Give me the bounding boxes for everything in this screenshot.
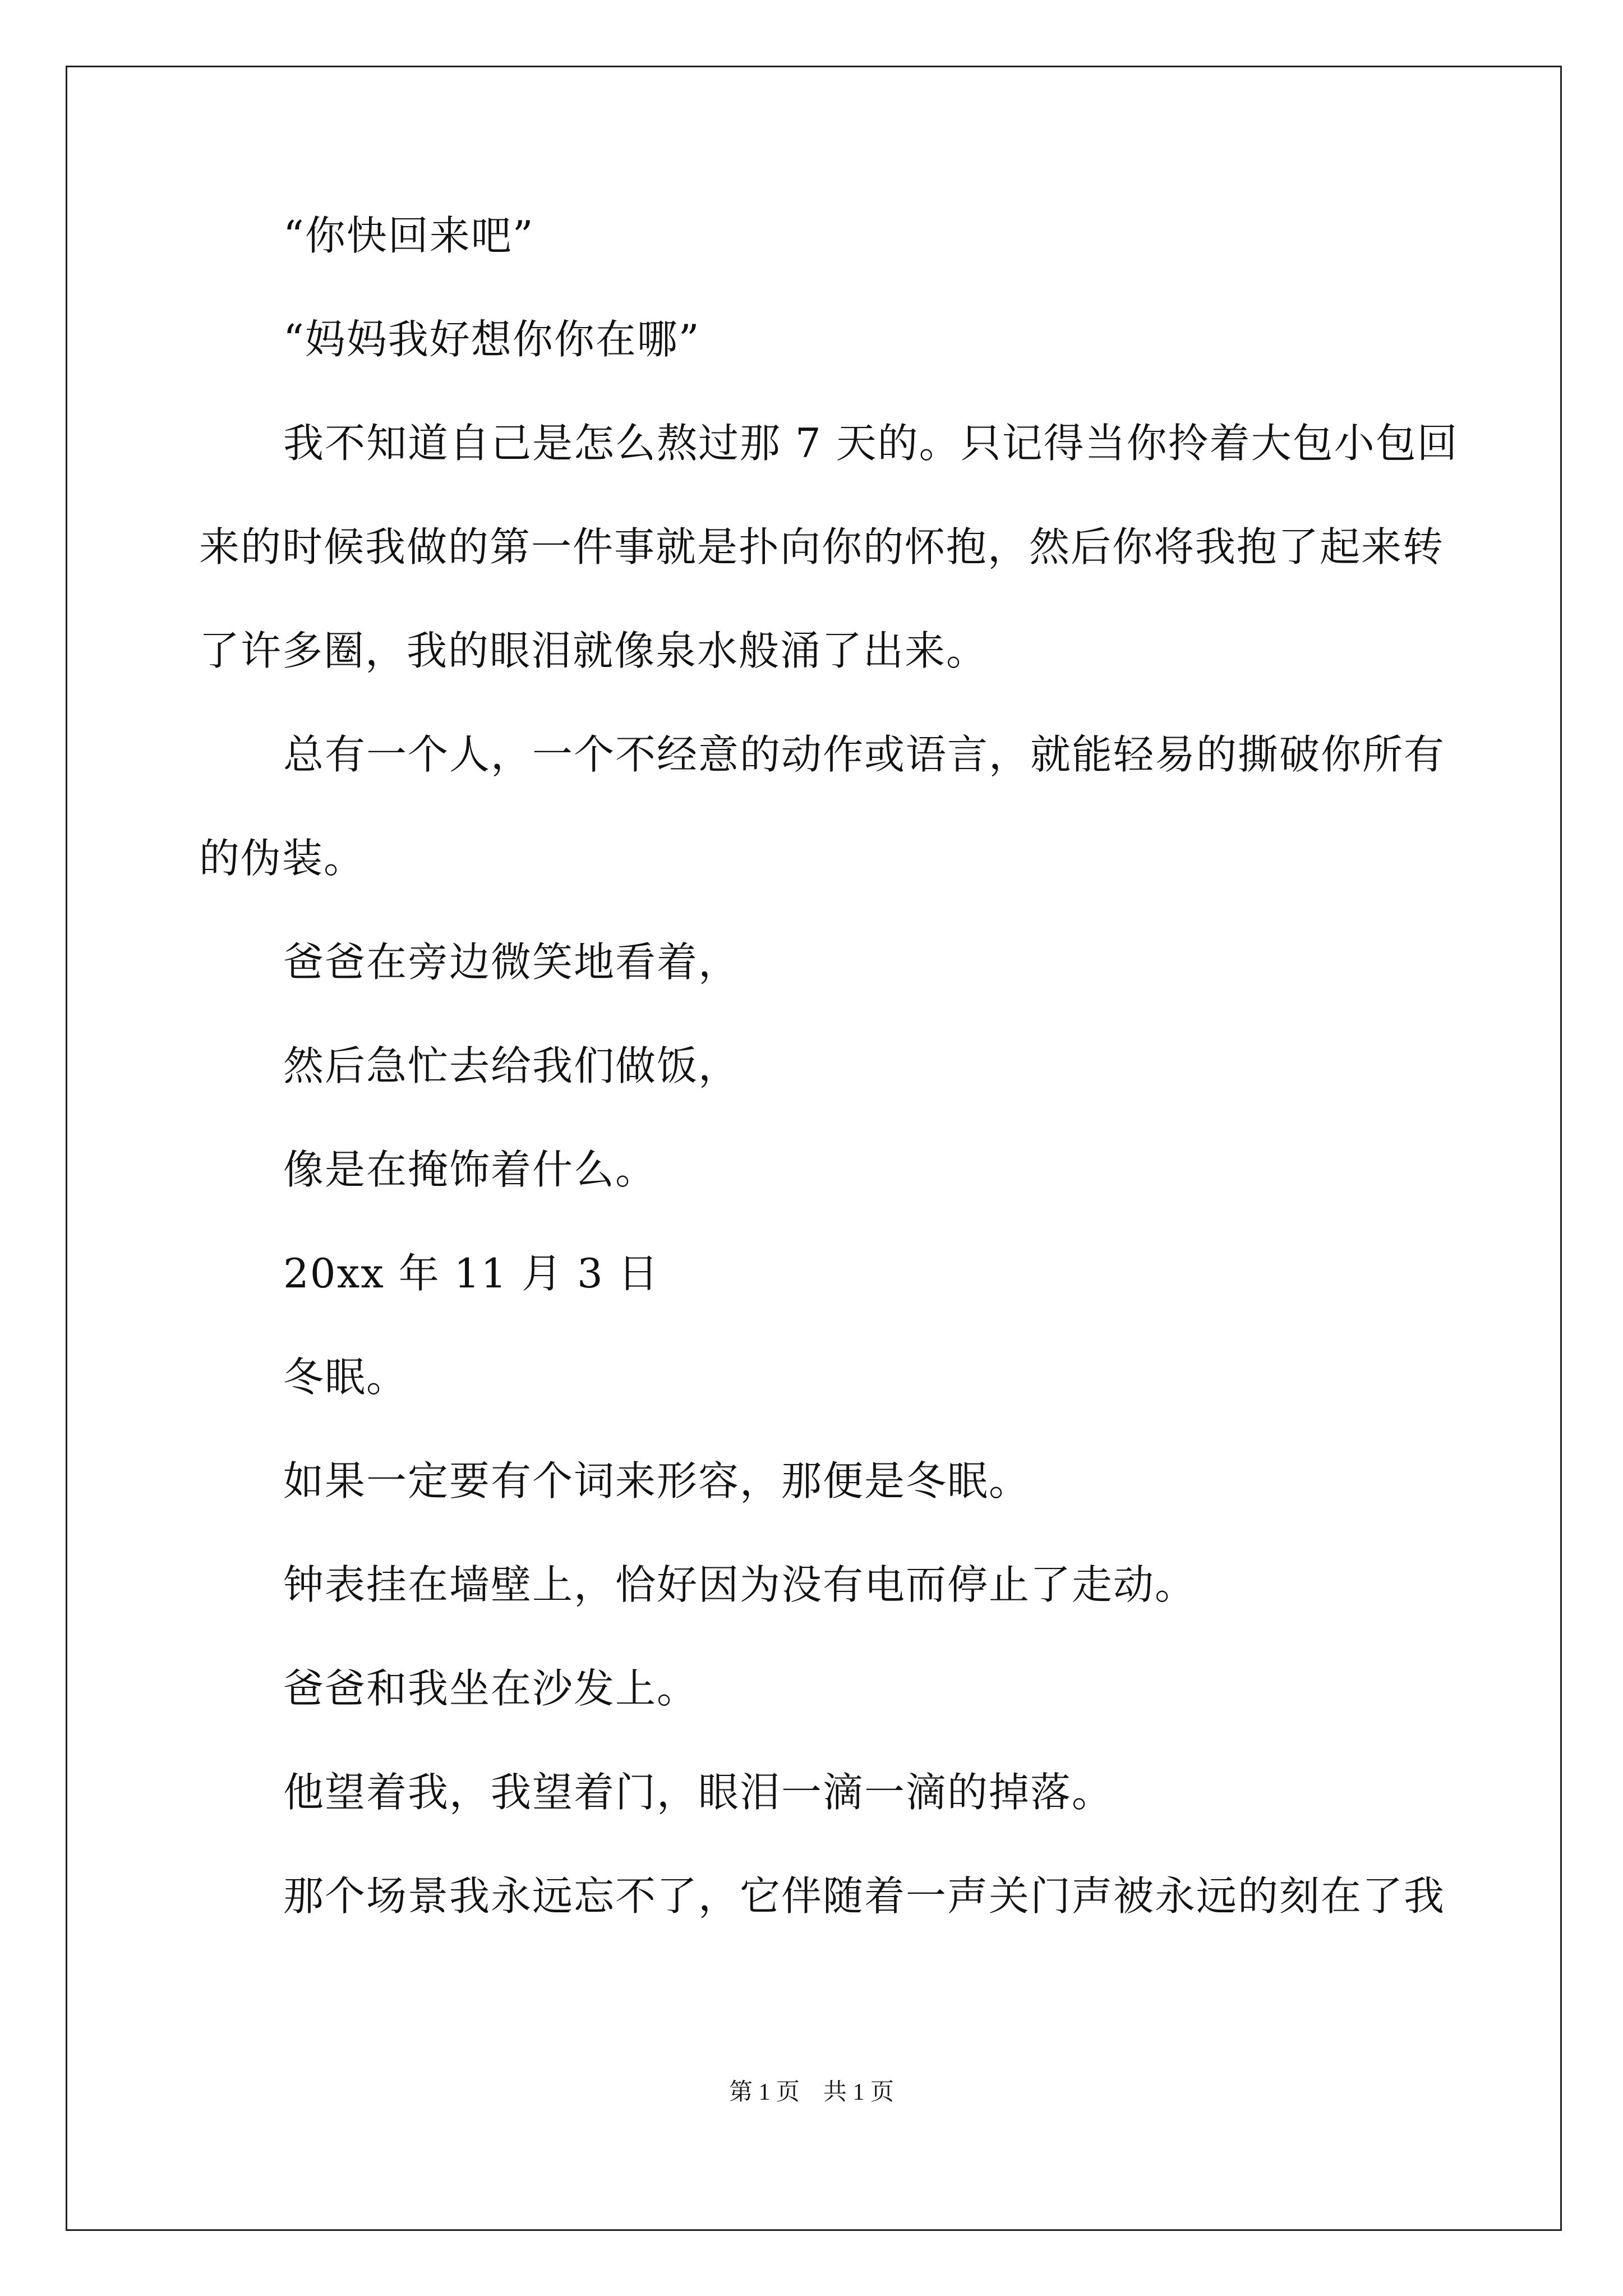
page-number-footer: 第 1 页 共 1 页	[728, 2079, 894, 2105]
text-line: 像是在掩饰着什么。	[283, 1146, 657, 1193]
text-line: 爸爸在旁边微笑地看着，	[283, 938, 740, 986]
text-line: 我不知道自己是怎么熬过那 7 天的。只记得当你拎着大包小包回	[283, 420, 1459, 467]
text-line: 如果一定要有个词来形容，那便是冬眠。	[283, 1457, 1031, 1504]
text-line: 冬眠。	[283, 1354, 408, 1401]
text-line: 20xx 年 11 月 3 日	[283, 1250, 660, 1297]
text-line: 钟表挂在墙壁上，恰好因为没有电而停止了走动。	[283, 1561, 1197, 1608]
text-line: 然后急忙去给我们做饭，	[283, 1042, 740, 1089]
text-line: “妈妈我好想你你在哪”	[283, 316, 700, 363]
text-line: 的伪装。	[199, 835, 366, 882]
text-line: 来的时候我做的第一件事就是扑向你的怀抱，然后你将我抱了起来转	[199, 523, 1445, 570]
text-line: 总有一个人，一个不经意的动作或语言，就能轻易的撕破你所有	[283, 731, 1446, 778]
text-line: 爸爸和我坐在沙发上。	[283, 1665, 699, 1712]
text-line: 那个场景我永远忘不了，它伴随着一声关门声被永远的刻在了我	[283, 1872, 1446, 1920]
text-line: “你快回来吧”	[283, 212, 534, 259]
text-line: 了许多圈，我的眼泪就像泉水般涌了出来。	[199, 627, 988, 674]
text-line: 他望着我，我望着门，眼泪一滴一滴的掉落。	[283, 1769, 1114, 1816]
